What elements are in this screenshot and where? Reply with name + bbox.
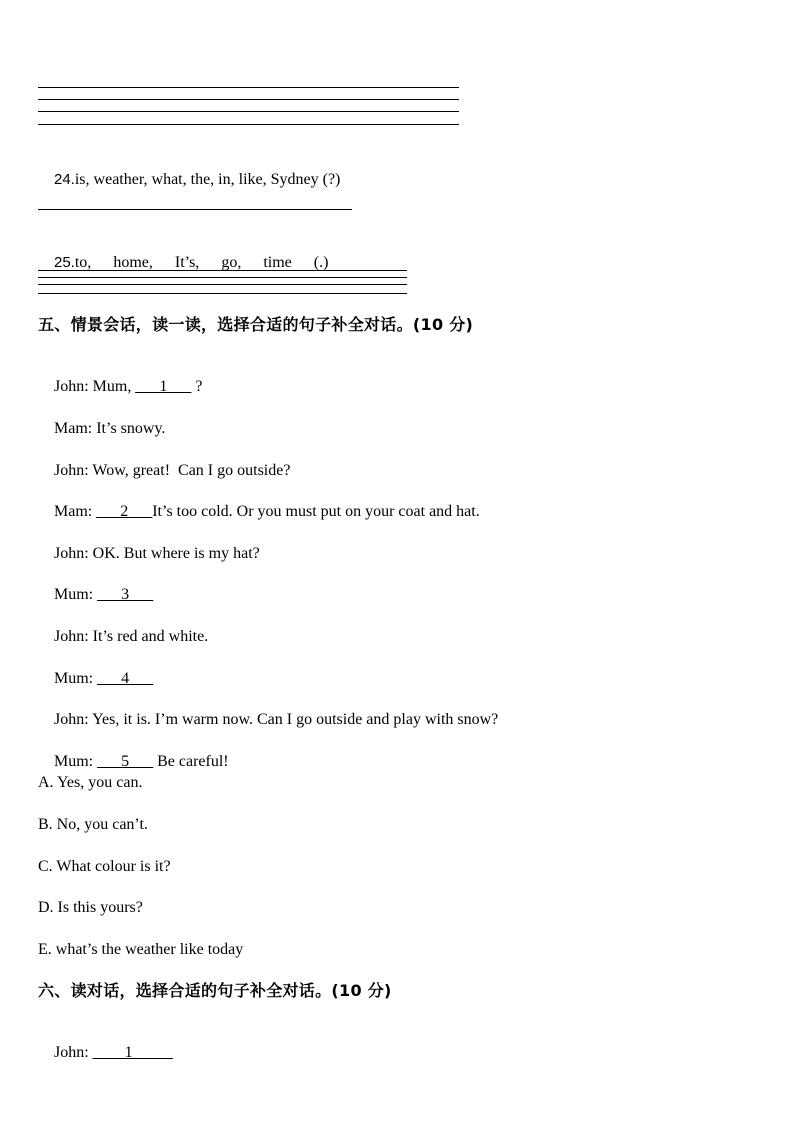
dialogue-text: Mum:: [54, 670, 98, 687]
answer-line: [38, 99, 459, 100]
answer-line: [38, 124, 459, 125]
dialogue-text: John: OK. But where is my hat?: [54, 545, 260, 562]
dialogue-text: Mam:: [54, 503, 97, 520]
answer-blank[interactable]: ___1___: [135, 378, 192, 395]
answer-line: [38, 87, 459, 88]
answer-line: [38, 277, 407, 278]
word: go,: [221, 254, 242, 271]
option-e: E. what’s the weather like today: [38, 941, 244, 958]
option-c: C. What colour is it?: [38, 858, 171, 875]
question-24: [38, 150, 340, 210]
option-b: B. No, you can’t.: [38, 816, 148, 833]
dialogue-text: Mum:: [54, 586, 98, 603]
dialogue-text: John: Mum,: [54, 378, 136, 395]
question-number: 25.: [54, 254, 75, 271]
dialogue-text: Mam: It’s snowy.: [54, 420, 166, 437]
dialogue-text: John: Yes, it is. I’m warm now. Can I go outside and play with snow?: [54, 711, 499, 728]
question-text: is, weather, what, the, in, like, Sydney (?): [74, 171, 341, 188]
dialogue-text: Be careful!: [153, 753, 229, 770]
answer-line: [38, 293, 407, 294]
section-6-heading: 六、读对话，选择合适的句子补全对话。(10 分): [38, 981, 392, 1000]
dialogue-text: John: Wow, great! Can I go outside?: [54, 462, 291, 479]
word: home,: [113, 254, 153, 271]
dialogue-text: John:: [54, 1044, 93, 1061]
option-a: A. Yes, you can.: [38, 774, 143, 791]
dialogue-text: Mum:: [54, 753, 98, 770]
question-number: 24.: [54, 171, 75, 188]
dialogue-text: It’s too cold. Or you must put on your coat and hat.: [152, 503, 480, 520]
dialogue-text: ?: [191, 378, 203, 395]
word: It’s,: [174, 254, 200, 271]
answer-line: [38, 270, 407, 271]
word: (.): [313, 254, 329, 271]
answer-line: [38, 209, 352, 210]
section-5-heading: 五、情景会话，读一读，选择合适的句子补全对话。(10 分): [38, 315, 474, 334]
answer-blank[interactable]: ____1_____: [92, 1044, 173, 1061]
answer-blank[interactable]: ___4___: [97, 670, 154, 687]
dialogue-line: [38, 1023, 173, 1083]
answer-line: [38, 111, 459, 112]
answer-blank[interactable]: ___3___: [97, 586, 154, 603]
answer-blank[interactable]: ___2___: [96, 503, 153, 520]
word: time: [263, 254, 292, 271]
dialogue-text: John: It’s red and white.: [54, 628, 209, 645]
answer-line: [38, 284, 407, 285]
word: to,: [74, 254, 92, 271]
option-d: D. Is this yours?: [38, 899, 143, 916]
answer-blank[interactable]: ___5___: [97, 753, 154, 770]
